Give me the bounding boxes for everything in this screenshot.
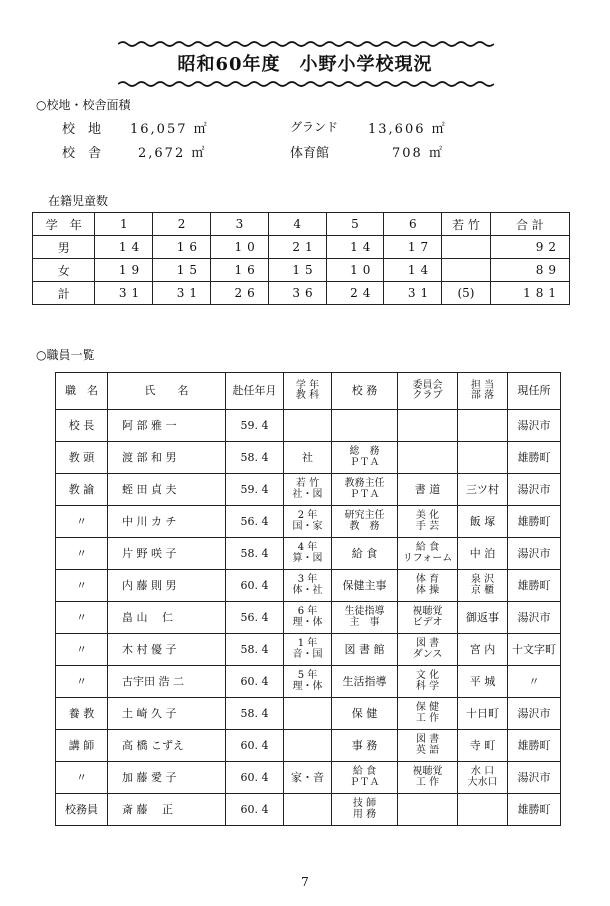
- staff-cell: 56. 4: [226, 602, 284, 634]
- enrollment-header-cell: 2: [153, 213, 211, 236]
- staff-cell: 生活指導: [332, 666, 398, 698]
- staff-cell: 総 務 ＰＴＡ: [332, 442, 398, 474]
- staff-cell: 4 年 算・図: [284, 538, 332, 570]
- enrollment-cell: 26: [211, 282, 269, 305]
- staff-cell: 校 長: [56, 410, 108, 442]
- staff-cell: 美 化 手 芸: [398, 506, 458, 538]
- staff-row: [56, 538, 561, 570]
- staff-cell: [398, 442, 458, 474]
- staff-cell: 58. 4: [226, 442, 284, 474]
- staff-cell: 59. 4: [226, 474, 284, 506]
- staff-cell: [458, 794, 508, 826]
- enrollment-cell: 24: [326, 282, 384, 305]
- enrollment-row: [33, 282, 570, 305]
- staff-cell: 視聴覚 工 作: [398, 762, 458, 794]
- staff-cell: 60. 4: [226, 762, 284, 794]
- staff-cell: 斎 藤 正: [108, 794, 226, 826]
- staff-table: [55, 372, 561, 826]
- staff-cell: 〃: [508, 666, 561, 698]
- staff-row: [56, 794, 561, 826]
- staff-cell: 文 化 科 学: [398, 666, 458, 698]
- staff-cell: 図 書 ダンス: [398, 634, 458, 666]
- staff-cell: 湯沢市: [508, 474, 561, 506]
- staff-cell: 寺 町: [458, 730, 508, 762]
- staff-cell: 60. 4: [226, 730, 284, 762]
- staff-cell: 十文字町: [508, 634, 561, 666]
- staff-cell: 〃: [56, 506, 108, 538]
- staff-cell: 教務主任 ＰＴＡ: [332, 474, 398, 506]
- staff-cell: 〃: [56, 634, 108, 666]
- staff-cell: 視聴覚 ビデオ: [398, 602, 458, 634]
- enrollment-cell: 14: [95, 236, 153, 259]
- staff-cell: 図 書 館: [332, 634, 398, 666]
- enrollment-header-cell: 1: [95, 213, 153, 236]
- enrollment-heading: 在籍児童数: [48, 194, 109, 208]
- staff-cell: [332, 410, 398, 442]
- enrollment-cell: 16: [153, 236, 211, 259]
- enrollment-header-cell: 学 年: [33, 213, 95, 236]
- staff-header-cell: 現任所: [508, 373, 561, 410]
- staff-cell: 家・音: [284, 762, 332, 794]
- site-area-heading: ○校地・校舎面積: [36, 98, 131, 112]
- staff-header-cell: 赴任年月: [226, 373, 284, 410]
- staff-cell: 木 村 優 子: [108, 634, 226, 666]
- staff-cell: 給 食 リフォーム: [398, 538, 458, 570]
- staff-cell: [284, 730, 332, 762]
- staff-cell: 〃: [56, 602, 108, 634]
- staff-cell: 給 食: [332, 538, 398, 570]
- staff-cell: 渡 部 和 男: [108, 442, 226, 474]
- staff-cell: 58. 4: [226, 538, 284, 570]
- staff-row: [56, 410, 561, 442]
- staff-cell: 生徒指導 主 事: [332, 602, 398, 634]
- staff-cell: 保 健: [332, 698, 398, 730]
- enrollment-header-cell: 6: [384, 213, 442, 236]
- staff-cell: 平 城: [458, 666, 508, 698]
- staff-cell: [284, 698, 332, 730]
- staff-cell: 60. 4: [226, 794, 284, 826]
- enrollment-cell: 181: [490, 282, 569, 305]
- staff-cell: 三ツ村: [458, 474, 508, 506]
- staff-cell: 体 育 体 操: [398, 570, 458, 602]
- staff-cell: 蛭 田 貞 夫: [108, 474, 226, 506]
- page-number: 7: [301, 875, 309, 889]
- enrollment-row: [33, 259, 570, 282]
- staff-header-row: [56, 373, 561, 410]
- site-value-1: 16,057 ㎡: [130, 122, 209, 137]
- staff-row: [56, 570, 561, 602]
- staff-cell: [284, 410, 332, 442]
- title-wave-bottom: [118, 80, 494, 88]
- site-label-4: 体育館: [290, 146, 330, 161]
- staff-cell: 5 年 理・体: [284, 666, 332, 698]
- staff-cell: 泉 沢 京 櫃: [458, 570, 508, 602]
- staff-cell: 湯沢市: [508, 762, 561, 794]
- enrollment-cell: 92: [490, 236, 569, 259]
- staff-cell: 60. 4: [226, 666, 284, 698]
- enrollment-table: [32, 212, 570, 305]
- site-label-1: 校 地: [62, 122, 102, 137]
- staff-cell: 雄勝町: [508, 570, 561, 602]
- staff-cell: 社: [284, 442, 332, 474]
- staff-cell: 雄勝町: [508, 730, 561, 762]
- staff-cell: 古宇田 浩 二: [108, 666, 226, 698]
- staff-row: [56, 762, 561, 794]
- enrollment-cell: 15: [153, 259, 211, 282]
- staff-cell: 58. 4: [226, 698, 284, 730]
- staff-row: [56, 730, 561, 762]
- staff-cell: [398, 794, 458, 826]
- staff-row: [56, 698, 561, 730]
- page-title: 昭和60年度 小野小学校現況: [177, 54, 433, 75]
- staff-cell: 図 書 英 語: [398, 730, 458, 762]
- staff-row: [56, 442, 561, 474]
- staff-cell: 書 道: [398, 474, 458, 506]
- enrollment-cell: 10: [326, 259, 384, 282]
- staff-cell: 雄勝町: [508, 794, 561, 826]
- staff-cell: 研究主任 教 務: [332, 506, 398, 538]
- enrollment-cell: 14: [326, 236, 384, 259]
- staff-cell: 加 藤 愛 子: [108, 762, 226, 794]
- enrollment-row-label: 男: [33, 236, 95, 259]
- staff-cell: 中 泊: [458, 538, 508, 570]
- site-area-row-1: [0, 118, 610, 138]
- site-value-4: 708 ㎡: [392, 146, 444, 161]
- staff-cell: 湯沢市: [508, 538, 561, 570]
- staff-cell: 湯沢市: [508, 698, 561, 730]
- enrollment-cell: (5): [442, 282, 491, 305]
- staff-cell: 58. 4: [226, 634, 284, 666]
- staff-cell: 2 年 国・家: [284, 506, 332, 538]
- staff-cell: 湯沢市: [508, 410, 561, 442]
- staff-cell: 教 頭: [56, 442, 108, 474]
- enrollment-header-cell: 合 計: [490, 213, 569, 236]
- staff-cell: 技 師 用 務: [332, 794, 398, 826]
- staff-cell: 養 教: [56, 698, 108, 730]
- enrollment-row-label: 計: [33, 282, 95, 305]
- enrollment-header-cell: 若 竹: [442, 213, 491, 236]
- staff-cell: 若 竹 社・図: [284, 474, 332, 506]
- staff-header-cell: 学 年 教 科: [284, 373, 332, 410]
- staff-cell: 片 野 咲 子: [108, 538, 226, 570]
- staff-row: [56, 634, 561, 666]
- site-label-2: グランド: [290, 120, 339, 134]
- staff-cell: 水 口 大水口: [458, 762, 508, 794]
- staff-cell: 教 諭: [56, 474, 108, 506]
- staff-row: [56, 666, 561, 698]
- staff-heading: ○職員一覧: [36, 348, 95, 362]
- staff-cell: 畠 山 仁: [108, 602, 226, 634]
- staff-cell: 1 年 音・国: [284, 634, 332, 666]
- enrollment-row-label: 女: [33, 259, 95, 282]
- staff-cell: 湯沢市: [508, 602, 561, 634]
- enrollment-cell: 31: [384, 282, 442, 305]
- enrollment-row: [33, 236, 570, 259]
- staff-cell: 高 橋 こずえ: [108, 730, 226, 762]
- staff-cell: 校務員: [56, 794, 108, 826]
- staff-header-cell: 氏 名: [108, 373, 226, 410]
- site-label-3: 校 舎: [62, 146, 102, 161]
- staff-cell: 御返事: [458, 602, 508, 634]
- staff-cell: 〃: [56, 570, 108, 602]
- enrollment-cell: 31: [153, 282, 211, 305]
- enrollment-header-row: [33, 213, 570, 236]
- staff-cell: 雄勝町: [508, 506, 561, 538]
- staff-cell: 〃: [56, 762, 108, 794]
- enrollment-header-cell: 3: [211, 213, 269, 236]
- enrollment-header-cell: 4: [268, 213, 326, 236]
- staff-cell: 雄勝町: [508, 442, 561, 474]
- staff-cell: 中 川 カ チ: [108, 506, 226, 538]
- staff-header-cell: 校 務: [332, 373, 398, 410]
- staff-header-cell: 担 当 部 落: [458, 373, 508, 410]
- staff-cell: [398, 410, 458, 442]
- site-value-2: 13,606 ㎡: [368, 122, 447, 137]
- staff-cell: 保健主事: [332, 570, 398, 602]
- enrollment-cell: 15: [268, 259, 326, 282]
- enrollment-cell: 17: [384, 236, 442, 259]
- staff-cell: 内 藤 則 男: [108, 570, 226, 602]
- staff-cell: 〃: [56, 538, 108, 570]
- enrollment-cell: 31: [95, 282, 153, 305]
- staff-cell: [458, 442, 508, 474]
- enrollment-cell: 36: [268, 282, 326, 305]
- title-wave-top: [118, 40, 494, 48]
- staff-cell: 59. 4: [226, 410, 284, 442]
- staff-row: [56, 602, 561, 634]
- enrollment-cell: [442, 259, 491, 282]
- enrollment-cell: 19: [95, 259, 153, 282]
- enrollment-cell: 16: [211, 259, 269, 282]
- staff-cell: 60. 4: [226, 570, 284, 602]
- staff-header-cell: 委員会 クラブ: [398, 373, 458, 410]
- staff-cell: [458, 410, 508, 442]
- staff-cell: 宮 内: [458, 634, 508, 666]
- enrollment-cell: 89: [490, 259, 569, 282]
- site-value-3: 2,672 ㎡: [138, 146, 207, 161]
- staff-cell: 十日町: [458, 698, 508, 730]
- staff-cell: 保 健 工 作: [398, 698, 458, 730]
- staff-cell: 飯 塚: [458, 506, 508, 538]
- staff-cell: 56. 4: [226, 506, 284, 538]
- staff-cell: 〃: [56, 666, 108, 698]
- staff-cell: [284, 794, 332, 826]
- staff-cell: 事 務: [332, 730, 398, 762]
- staff-cell: 阿 部 雅 一: [108, 410, 226, 442]
- staff-cell: 給 食 ＰＴＡ: [332, 762, 398, 794]
- staff-row: [56, 506, 561, 538]
- staff-cell: 講 師: [56, 730, 108, 762]
- enrollment-header-cell: 5: [326, 213, 384, 236]
- staff-cell: 3 年 体・社: [284, 570, 332, 602]
- enrollment-cell: 14: [384, 259, 442, 282]
- enrollment-cell: [442, 236, 491, 259]
- enrollment-cell: 21: [268, 236, 326, 259]
- staff-cell: 土 崎 久 子: [108, 698, 226, 730]
- staff-row: [56, 474, 561, 506]
- staff-header-cell: 職 名: [56, 373, 108, 410]
- enrollment-cell: 10: [211, 236, 269, 259]
- staff-cell: 6 年 理・体: [284, 602, 332, 634]
- site-area-row-2: [0, 142, 610, 162]
